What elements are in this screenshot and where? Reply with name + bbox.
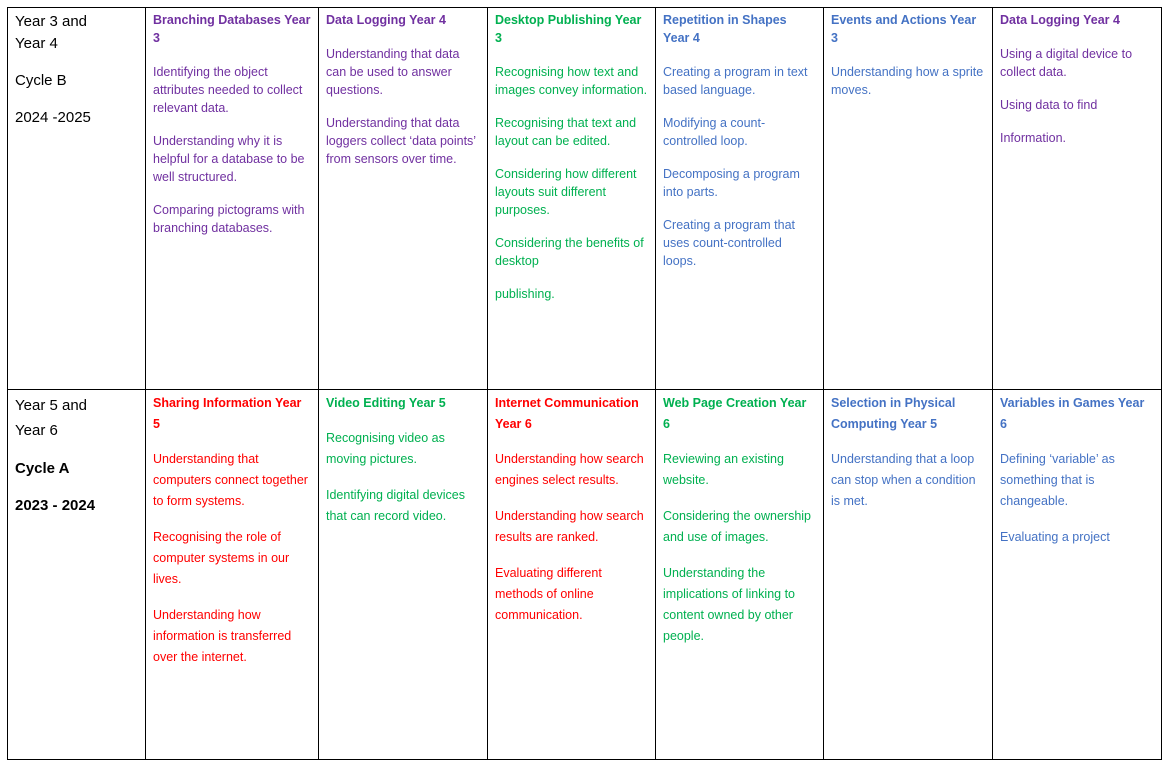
- unit-objective: Identifying the object attributes needed to collect relevant data.: [153, 65, 303, 115]
- unit-title: Internet Communication Year 6: [495, 396, 639, 431]
- unit-objective: Understanding that a loop can stop when a condition is met.: [831, 452, 976, 508]
- unit-objective: Evaluating a project: [1000, 530, 1110, 544]
- unit-title: Sharing Information Year 5: [153, 396, 302, 431]
- academic-year-label: 2024 -2025: [15, 109, 91, 126]
- unit-cell: [993, 390, 1162, 760]
- unit-objective: Understanding how a sprite moves.: [831, 65, 984, 97]
- unit-title: Events and Actions Year 3: [831, 13, 977, 45]
- unit-title: Repetition in Shapes Year 4: [663, 13, 787, 45]
- unit-cell: [656, 390, 824, 760]
- unit-cell: [488, 8, 656, 390]
- unit-objective: Evaluating different methods of online communication.: [495, 566, 602, 622]
- table-row-cycle-a: [8, 390, 1162, 760]
- unit-objective: Using data to find: [1000, 98, 1098, 112]
- unit-objective: Understanding that computers connect together to form systems.: [153, 452, 308, 508]
- unit-objective: Understanding how search results are ranked.: [495, 509, 644, 544]
- unit-objective: Defining ‘variable’ as something that is changeable.: [1000, 452, 1115, 508]
- unit-title: Data Logging Year 4: [326, 13, 446, 27]
- unit-cell: [824, 390, 993, 760]
- unit-objective: Comparing pictograms with branching databases.: [153, 203, 305, 235]
- unit-cell: [146, 390, 319, 760]
- table-row-cycle-b: [8, 8, 1162, 390]
- curriculum-table: [7, 7, 1162, 760]
- unit-objective: Decomposing a program into parts.: [663, 167, 800, 199]
- unit-objective: Reviewing an existing website.: [663, 452, 784, 487]
- unit-title: Data Logging Year 4: [1000, 13, 1120, 27]
- unit-objective: Understanding that data loggers collect ‘data points’ from sensors over time.: [326, 116, 476, 166]
- unit-objective: Creating a program in text based language.: [663, 65, 808, 97]
- cycle-label: Cycle A: [15, 460, 70, 477]
- unit-objective: Recognising that text and layout can be edited.: [495, 116, 637, 148]
- unit-objective: Recognising the role of computer systems in our lives.: [153, 530, 290, 586]
- unit-objective: Understanding that data can be used to answer questions.: [326, 47, 460, 97]
- unit-title: Web Page Creation Year 6: [663, 396, 807, 431]
- unit-objective: Modifying a count-controlled loop.: [663, 116, 766, 148]
- unit-cell: [319, 8, 488, 390]
- unit-cell: [488, 390, 656, 760]
- unit-objective: Creating a program that uses count-controlled loops.: [663, 218, 796, 268]
- unit-objective: publishing.: [495, 287, 555, 301]
- unit-objective: Recognising video as moving pictures.: [326, 431, 445, 466]
- unit-cell: [993, 8, 1162, 390]
- unit-title: Video Editing Year 5: [326, 396, 446, 410]
- year-group-line: Year 6: [15, 422, 58, 439]
- year-group-line: Year 3 and: [15, 13, 88, 30]
- unit-objective: Using a digital device to collect data.: [1000, 47, 1133, 79]
- year-group-cell: [8, 8, 146, 390]
- unit-title: Desktop Publishing Year 3: [495, 13, 642, 45]
- unit-title: Variables in Games Year 6: [1000, 396, 1145, 431]
- unit-title: Selection in Physical Computing Year 5: [831, 396, 956, 431]
- unit-objective: Information.: [1000, 131, 1067, 145]
- unit-objective: Identifying digital devices that can record video.: [326, 488, 465, 523]
- cycle-label: Cycle B: [15, 72, 67, 89]
- unit-objective: Understanding how search engines select results.: [495, 452, 644, 487]
- unit-cell: [146, 8, 319, 390]
- unit-objective: Considering the benefits of desktop: [495, 236, 644, 268]
- unit-cell: [656, 8, 824, 390]
- unit-objective: Understanding how information is transferred over the internet.: [153, 608, 292, 664]
- unit-title: Branching Databases Year 3: [153, 13, 311, 45]
- unit-objective: Understanding the implications of linking to content owned by other people.: [663, 566, 796, 643]
- unit-objective: Considering the ownership and use of images.: [663, 509, 812, 544]
- year-group-line: Year 5 and: [15, 397, 88, 414]
- academic-year-label: 2023 - 2024: [15, 497, 96, 514]
- unit-cell: [824, 8, 993, 390]
- unit-objective: Understanding why it is helpful for a database to be well structured.: [153, 134, 305, 184]
- year-group-cell: [8, 390, 146, 760]
- year-group-line: Year 4: [15, 35, 58, 52]
- unit-objective: Considering how different layouts suit different purposes.: [495, 167, 637, 217]
- unit-objective: Recognising how text and images convey information.: [495, 65, 648, 97]
- unit-cell: [319, 390, 488, 760]
